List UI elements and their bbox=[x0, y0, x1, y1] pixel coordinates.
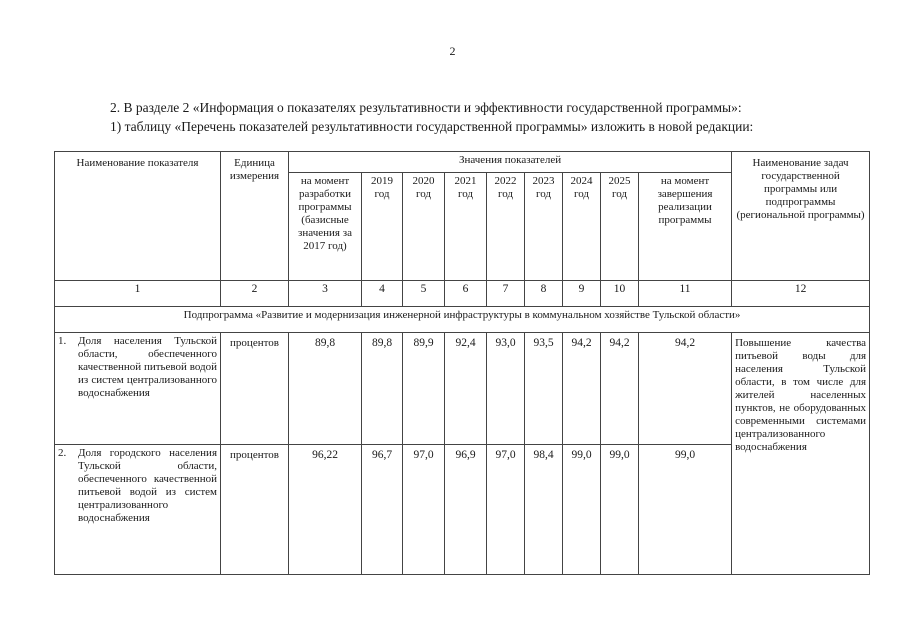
column-number: 11 bbox=[639, 281, 732, 307]
header-year-2020: 2020 год bbox=[403, 173, 445, 281]
value-2022: 97,0 bbox=[487, 445, 525, 575]
column-number: 9 bbox=[563, 281, 601, 307]
task-description: Повышение качества питьевой воды для населения Тульской области, в том числе для жителей населенных пунктов, не оборудованных современными системами централизованного водоснабжения bbox=[732, 333, 870, 575]
value-2024: 99,0 bbox=[563, 445, 601, 575]
intro-line-2: 1) таблицу «Перечень показателей результативности государственной программы» изложить в новой редакции: bbox=[110, 119, 754, 134]
value-2019: 96,7 bbox=[362, 445, 403, 575]
header-year-2022: 2022 год bbox=[487, 173, 525, 281]
header-year-2021: 2021 год bbox=[445, 173, 487, 281]
header-unit: Единица измерения bbox=[221, 152, 289, 281]
indicator-name: Доля городского населения Тульской области, обеспеченного качественной питьевой водой из систем централизованного водоснабжения bbox=[78, 447, 217, 524]
value-2019: 89,8 bbox=[362, 333, 403, 445]
header-values-group: Значения показателей bbox=[289, 152, 732, 173]
column-number: 4 bbox=[362, 281, 403, 307]
column-number: 7 bbox=[487, 281, 525, 307]
value-2025: 94,2 bbox=[601, 333, 639, 445]
value-2023: 93,5 bbox=[525, 333, 563, 445]
value-2024: 94,2 bbox=[563, 333, 601, 445]
value-2022: 93,0 bbox=[487, 333, 525, 445]
value-2021: 96,9 bbox=[445, 445, 487, 575]
unit-cell: процентов bbox=[221, 445, 289, 575]
intro-line-1: 2. В разделе 2 «Информация о показателях результативности и эффективности государственной программы»: bbox=[110, 100, 742, 115]
header-year-2024: 2024 год bbox=[563, 173, 601, 281]
header-end-value: на момент завершения реализации программы bbox=[639, 173, 732, 281]
table-row bbox=[55, 333, 870, 445]
column-number: 8 bbox=[525, 281, 563, 307]
row-number: 1. bbox=[58, 335, 67, 347]
value-2020: 97,0 bbox=[403, 445, 445, 575]
value-2023: 98,4 bbox=[525, 445, 563, 575]
value-2025: 99,0 bbox=[601, 445, 639, 575]
header-year-2019: 2019 год bbox=[362, 173, 403, 281]
header-base-value: на момент разработки программы (базисные значения за 2017 год) bbox=[289, 173, 362, 281]
column-number: 12 bbox=[732, 281, 870, 307]
subprogram-title: Подпрограмма «Развитие и модернизация инженерной инфраструктуры в коммунальном хозяйстве Тульской области» bbox=[55, 307, 870, 333]
unit-cell: процентов bbox=[221, 333, 289, 445]
value-end: 99,0 bbox=[639, 445, 732, 575]
header-year-2023: 2023 год bbox=[525, 173, 563, 281]
header-tasks: Наименование задач государственной программы или подпрограммы (региональной программы) bbox=[732, 152, 870, 281]
value-base: 96,22 bbox=[289, 445, 362, 575]
column-number: 10 bbox=[601, 281, 639, 307]
indicators-table bbox=[54, 151, 870, 575]
header-indicator-name: Наименование показателя bbox=[55, 152, 221, 281]
value-end: 94,2 bbox=[639, 333, 732, 445]
value-base: 89,8 bbox=[289, 333, 362, 445]
column-number: 6 bbox=[445, 281, 487, 307]
column-number: 1 bbox=[55, 281, 221, 307]
intro-text bbox=[110, 98, 753, 136]
value-2021: 92,4 bbox=[445, 333, 487, 445]
indicator-name-cell bbox=[55, 333, 221, 445]
header-year-2025: 2025 год bbox=[601, 173, 639, 281]
column-number: 5 bbox=[403, 281, 445, 307]
page-number: 2 bbox=[449, 44, 456, 58]
value-2020: 89,9 bbox=[403, 333, 445, 445]
indicator-name-cell bbox=[55, 445, 221, 575]
indicator-name: Доля населения Тульской области, обеспеченного качественной питьевой водой из систем централизованного водоснабжения bbox=[78, 335, 217, 399]
row-number: 2. bbox=[58, 447, 67, 459]
column-number: 3 bbox=[289, 281, 362, 307]
column-number: 2 bbox=[221, 281, 289, 307]
